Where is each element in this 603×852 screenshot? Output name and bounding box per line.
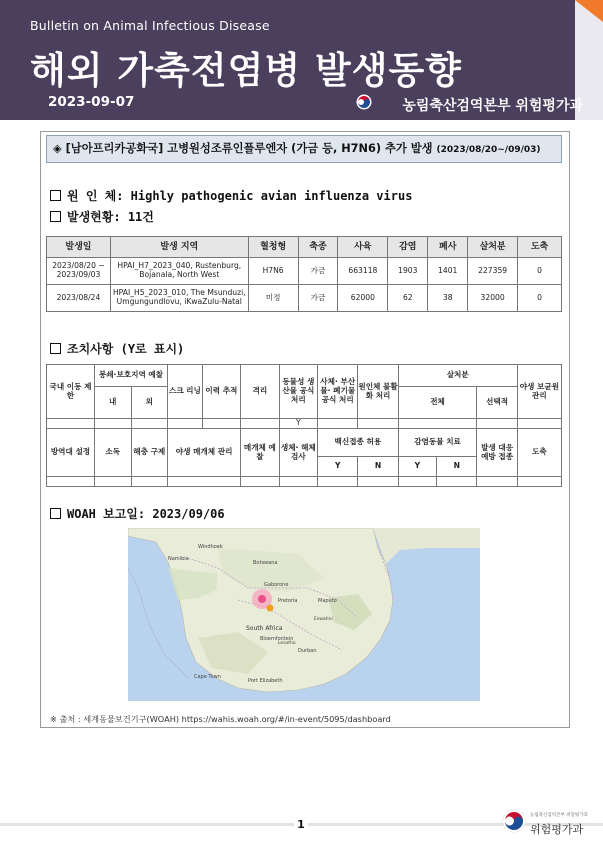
measure-wild-vector: 야생 매개체 관리 xyxy=(168,429,241,477)
table-cell: 62 xyxy=(388,285,428,312)
measure-cull-selective: 선택적 xyxy=(477,387,517,419)
table-cell: H7N6 xyxy=(248,258,298,285)
map-label: Port Elizabeth xyxy=(248,678,283,684)
col-header: 발생일 xyxy=(47,237,111,258)
taegeuk-logo-icon xyxy=(502,809,526,833)
map-label: Eswatini xyxy=(314,617,333,622)
outbreak-table-header xyxy=(47,237,562,258)
value-cell xyxy=(94,419,131,429)
measure-quarantine: 격리 xyxy=(241,365,279,419)
col-header: 사육 xyxy=(338,237,388,258)
measure-cull-all: 전체 xyxy=(398,387,477,419)
table-cell: HPAI_H5_2023_010, The Msunduzi, Umgungundlovu, iKwaZulu-Natal xyxy=(110,285,248,312)
measure-zone-in: 내 xyxy=(94,387,131,419)
measure-vector-survey: 매개체 예찰 xyxy=(241,429,279,477)
value-cell xyxy=(241,419,279,429)
footer-org: 위험평가과 xyxy=(530,823,584,836)
outbreak-map xyxy=(128,528,480,701)
value-cell xyxy=(477,477,517,487)
value-cell xyxy=(279,477,317,487)
table-cell: 62000 xyxy=(338,285,388,312)
checkbox-square-icon xyxy=(50,508,61,519)
measure-treatment: 감염동물 치료 xyxy=(398,429,477,457)
measures-values-row xyxy=(47,419,562,429)
outbreak-table xyxy=(46,236,562,312)
measures-table xyxy=(46,364,562,487)
measures-values-row xyxy=(47,477,562,487)
value-cell xyxy=(47,419,95,429)
measure-vax-prevent: 발생 대응 예방 접종 xyxy=(477,429,517,477)
table-row xyxy=(47,258,562,285)
bulletin-title: Bulletin on Animal Infectious Disease xyxy=(30,18,270,33)
col-header: 혈청형 xyxy=(248,237,298,258)
agent-line xyxy=(50,187,412,204)
status-text: 발생현황: 11건 xyxy=(67,210,154,224)
value-cell: Y xyxy=(279,419,317,429)
map-label: Windhoek xyxy=(198,544,223,550)
table-cell: 0 xyxy=(518,258,562,285)
measure-zoning: 방역대 설정 xyxy=(47,429,95,477)
map-label: Botswana xyxy=(253,560,278,566)
col-header: 살처분 xyxy=(468,237,518,258)
measure-culling: 살처분 xyxy=(398,365,517,387)
map-label: Cape Town xyxy=(194,674,221,680)
col-header: 감염 xyxy=(388,237,428,258)
col-header: 도축 xyxy=(518,237,562,258)
measure-pest: 해충 구제 xyxy=(131,429,168,477)
table-cell: 663118 xyxy=(338,258,388,285)
value-cell xyxy=(168,477,241,487)
table-cell: 38 xyxy=(428,285,468,312)
measure-trace: 이력 추적 xyxy=(202,365,240,419)
map-label: Durban xyxy=(298,648,317,654)
vaccination-n: N xyxy=(358,457,398,477)
orange-corner-decoration xyxy=(575,0,603,22)
value-cell xyxy=(94,477,131,487)
status-line xyxy=(50,208,154,225)
measure-animal-products: 동물성 생산물 공식 처리 xyxy=(279,365,317,419)
measure-zone: 봉쇄·보호지역 예찰 xyxy=(94,365,167,387)
value-cell xyxy=(318,477,358,487)
value-cell xyxy=(318,419,358,429)
treatment-n: N xyxy=(437,457,477,477)
col-header: 축종 xyxy=(298,237,338,258)
value-cell xyxy=(358,419,398,429)
table-cell: 가금 xyxy=(298,258,338,285)
measure-domestic: 국내 이동 제한 xyxy=(47,365,95,419)
value-cell xyxy=(131,477,168,487)
checkbox-square-icon xyxy=(50,343,61,354)
map-label: Pretoria xyxy=(278,598,298,604)
measure-slaughter: 도축 xyxy=(517,429,561,477)
measure-screening: 스크 리닝 xyxy=(168,365,203,419)
organization-name: 농림축산검역본부 위험평가과 xyxy=(402,98,583,114)
headline-bar xyxy=(46,135,562,163)
map-label: Gaborone xyxy=(264,582,289,588)
value-cell xyxy=(517,477,561,487)
measure-vaccination: 백신접종 허용 xyxy=(318,429,399,457)
value-cell xyxy=(47,477,95,487)
footer-org-small: 농림축산검역본부 위험평가과 xyxy=(530,813,588,818)
outbreak-marker xyxy=(258,595,266,603)
value-cell xyxy=(398,477,436,487)
table-cell: 미정 xyxy=(248,285,298,312)
map-label: Lesotho xyxy=(278,641,296,646)
agent-text: 원 인 체: Highly pathogenic avian influenza virus xyxy=(67,189,413,203)
table-cell: 1401 xyxy=(428,258,468,285)
col-header: 폐사 xyxy=(428,237,468,258)
measure-ante-post: 생체· 해체 검사 xyxy=(279,429,317,477)
woah-report-line xyxy=(50,505,225,522)
map-label: Maputo xyxy=(318,598,337,604)
headline-period: (2023/08/20~/09/03) xyxy=(436,145,541,155)
measure-wildlife: 야생 보균원 관리 xyxy=(517,365,561,419)
table-cell: 0 xyxy=(518,285,562,312)
checkbox-square-icon xyxy=(50,211,61,222)
value-cell xyxy=(202,419,240,429)
source-note: ※ 출처 : 세계동물보건기구(WOAH) https://wahis.woah.org/#/in-event/5095/dashboard xyxy=(50,714,391,724)
value-cell xyxy=(398,419,477,429)
checkbox-square-icon xyxy=(50,190,61,201)
value-cell xyxy=(437,477,477,487)
map-label: Bloemfontein xyxy=(260,636,294,642)
value-cell xyxy=(168,419,203,429)
measure-carcass: 사체· 부산물· 폐기물 공식 처리 xyxy=(318,365,358,419)
outbreak-marker xyxy=(267,605,274,612)
value-cell xyxy=(477,419,517,429)
table-row xyxy=(47,285,562,312)
table-cell: 227359 xyxy=(468,258,518,285)
value-cell xyxy=(517,419,561,429)
issue-date: 2023-09-07 xyxy=(48,94,135,110)
measures-line xyxy=(50,340,184,357)
page-number: 1 xyxy=(294,818,308,834)
col-header: 발생 지역 xyxy=(110,237,248,258)
measure-disinfection: 소독 xyxy=(94,429,131,477)
value-cell xyxy=(131,419,168,429)
taegeuk-logo-icon xyxy=(356,94,372,110)
table-cell: 1903 xyxy=(388,258,428,285)
table-cell: 가금 xyxy=(298,285,338,312)
table-cell: 2023/08/20 ~ 2023/09/03 xyxy=(47,258,111,285)
page-title: 해외 가축전염병 발생동향 xyxy=(30,49,462,92)
woah-report-text: WOAH 보고일: 2023/09/06 xyxy=(67,507,225,521)
vaccination-y: Y xyxy=(318,457,358,477)
table-cell: 2023/08/24 xyxy=(47,285,111,312)
map-label: Namibia xyxy=(168,556,189,562)
table-cell: HPAI_H7_2023_040, Rustenburg, Bojanala, North West xyxy=(110,258,248,285)
treatment-y: Y xyxy=(398,457,436,477)
table-cell: 32000 xyxy=(468,285,518,312)
map-label: South Africa xyxy=(246,625,283,632)
headline-text: ◈ [남아프리카공화국] 고병원성조류인플루엔자 (가금 등, H7N6) 추가 발생 xyxy=(53,142,433,155)
map-svg xyxy=(128,528,480,701)
measure-inactivation: 원인체 불활화 처리 xyxy=(358,365,398,419)
measures-text: 조치사항 (Y로 표시) xyxy=(67,342,185,356)
value-cell xyxy=(358,477,398,487)
measure-zone-out: 외 xyxy=(131,387,168,419)
value-cell xyxy=(241,477,279,487)
